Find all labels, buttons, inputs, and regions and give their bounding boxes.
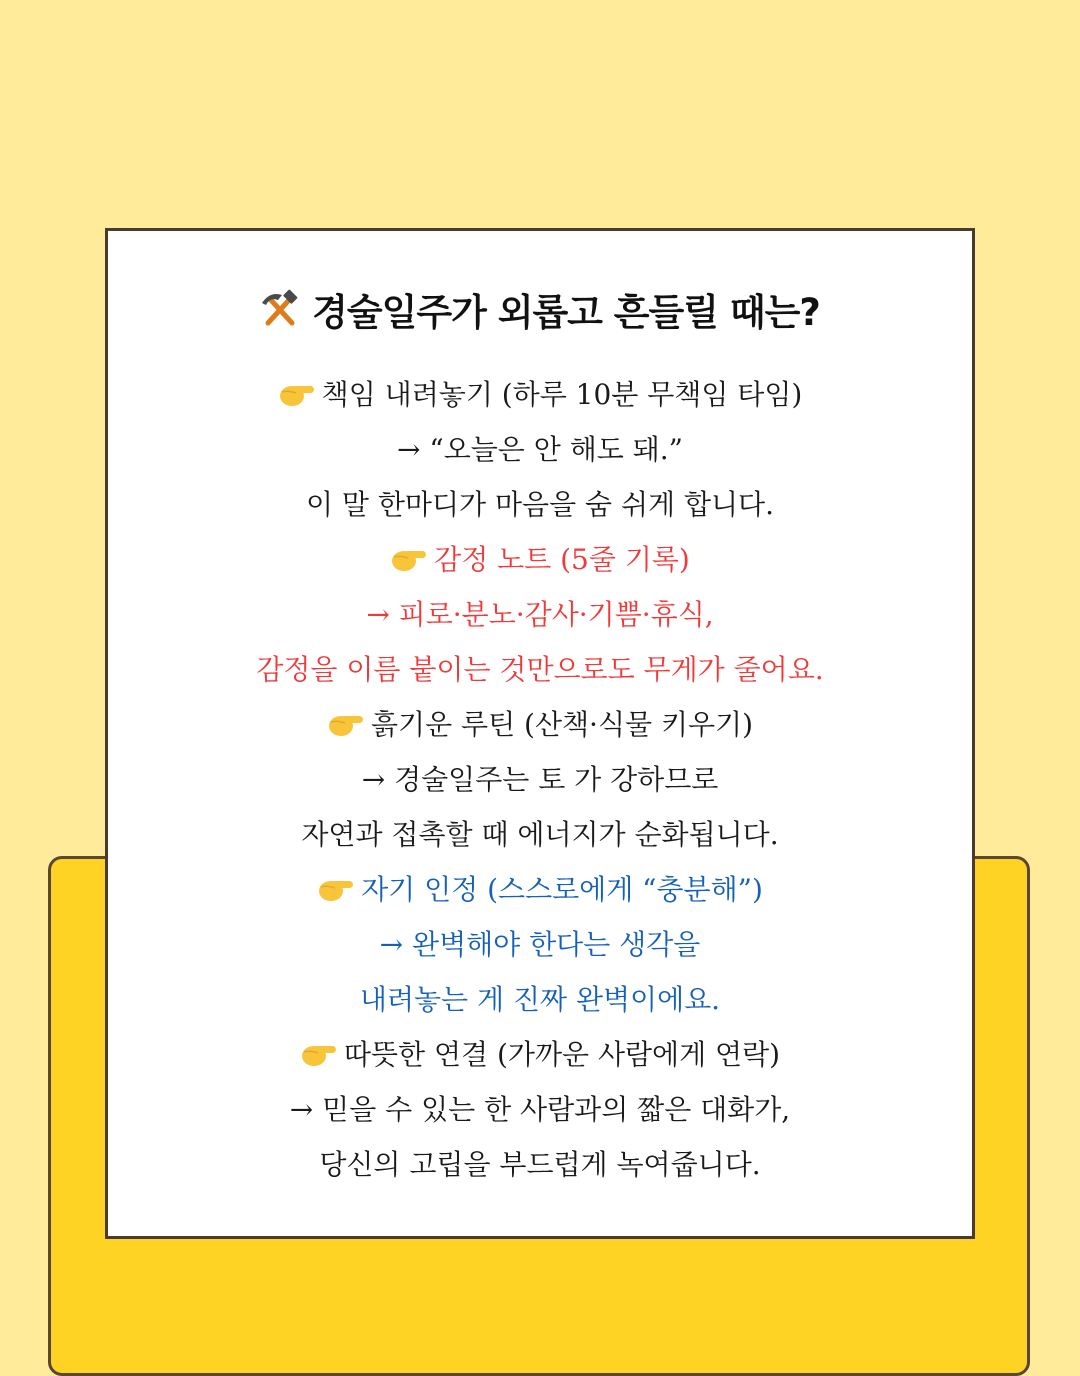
- content-card: [105, 228, 975, 1239]
- tip-detail-1b: 이 말 한마디가 마음을 숨 쉬게 합니다.: [305, 488, 775, 521]
- card-title: [108, 281, 972, 337]
- tip-detail-2b: 감정을 이름 붙이는 것만으로도 무게가 줄어요.: [256, 653, 824, 686]
- pointing-hand-icon: [278, 380, 316, 408]
- tip-detail-3b: 자연과 접촉할 때 에너지가 순화됩니다.: [301, 818, 779, 851]
- tip-heading-5: 따뜻한 연결 (가까운 사람에게 연락): [108, 1027, 972, 1082]
- tip-heading-4: 자기 인정 (스스로에게 “충분해”): [108, 862, 972, 917]
- card-title-text: 경술일주가 외롭고 흔들릴 때는?: [312, 291, 820, 334]
- tip-heading-2: 감정 노트 (5줄 기록): [108, 532, 972, 587]
- pointing-hand-icon: [327, 710, 365, 738]
- pointing-hand-icon: [317, 875, 355, 903]
- tip-detail-4b: 내려놓는 게 진짜 완벽이에요.: [359, 983, 721, 1016]
- tip-detail-2a: → 피로·분노·감사·기쁨·휴식,: [366, 598, 714, 631]
- tip-detail-4a: → 완벽해야 한다는 생각을: [379, 928, 701, 961]
- tips-list: [108, 367, 972, 1192]
- tip-detail-3a: → 경술일주는 토 가 강하므로: [361, 763, 719, 796]
- tip-heading-1: 책임 내려놓기 (하루 10분 무책임 타임): [108, 367, 972, 422]
- hammer-and-pick-icon: [260, 289, 300, 329]
- tip-heading-3: 흙기운 루틴 (산책·식물 키우기): [108, 697, 972, 752]
- pointing-hand-icon: [390, 545, 428, 573]
- pointing-hand-icon: [300, 1040, 338, 1068]
- tip-detail-1a: → “오늘은 안 해도 돼.”: [397, 433, 683, 466]
- tip-detail-5a: → 믿을 수 있는 한 사람과의 짧은 대화가,: [289, 1093, 791, 1126]
- tip-detail-5b: 당신의 고립을 부드럽게 녹여줍니다.: [319, 1148, 761, 1181]
